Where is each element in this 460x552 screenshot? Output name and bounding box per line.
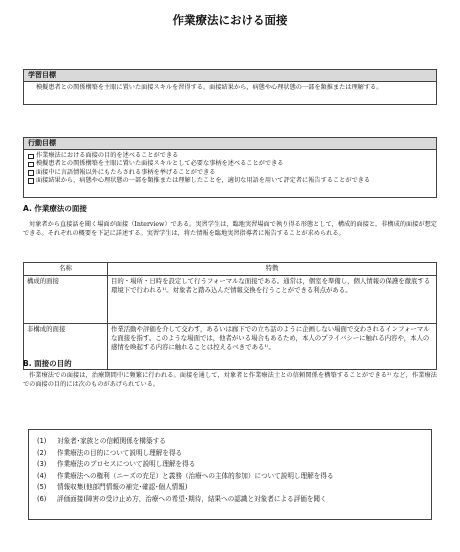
list-item-text: 作業療法への権利（ニーズの充足）と義務（治療への主体的参加）について説明し理解を得る: [57, 471, 334, 480]
interview-types-table: [23, 262, 437, 370]
list-number: (4): [37, 471, 47, 480]
checkbox-icon: [28, 170, 34, 176]
table-cell-name: 構成的面接: [24, 276, 108, 324]
list-item-text: 情報収集(他部門情報の補完･確認･個人情報): [57, 483, 188, 491]
list-item: [37, 494, 423, 506]
list-item: [37, 482, 423, 494]
action-goal-heading: 行動目標: [24, 138, 436, 150]
list-item-text: 対象者･家族との信頼関係を構築する: [57, 437, 166, 445]
learning-goal-heading: 学習目標: [24, 70, 436, 82]
section-b-paragraph: 作業療法での面接は，治療期間中に頻繁に行われる。面接を通して，対象者と作業療法士との信頼関係を構築することができる²⁾ など，作業療法での面接の目的には次のものがあげられている。: [23, 372, 437, 389]
section-a-paragraph: 対象者から直接話を聞く場面が面接（Interview）である。実習学生は，臨地実習場面で執り得る形態として，構成的面接と，非構成的面接が想定できる。それぞれの概要を下記に詳述する。実習学生は，将た情報を臨地実習指導者に報告することが求められる。: [23, 221, 437, 238]
list-number: (1): [37, 437, 47, 445]
purpose-list-box: [28, 429, 432, 520]
learning-goal-text: 模擬患者との関係構築を主眼に置いた面接スキルを習得する。面接結果から，病態や心理状態の一部を類推または理解する。: [36, 84, 383, 91]
list-number: (2): [37, 448, 47, 457]
action-goal-item: [28, 169, 432, 177]
learning-goal-box: [23, 69, 437, 105]
list-number: (5): [37, 483, 47, 491]
table-row: [24, 276, 437, 324]
action-goal-box: [23, 137, 437, 198]
list-item: [37, 471, 423, 483]
table-cell-desc: 目的・場所・日時を設定して行うフォーマルな面接である。通常は，個室を準備し，個人情報の保護を徹底する環境下で行われる¹⁾。対象者と踏み込んだ情報交換を行うことができる利点がある。: [108, 276, 437, 324]
checkbox-icon: [28, 154, 34, 160]
list-item: [37, 436, 423, 448]
page-title: 作業療法における面接: [172, 13, 288, 27]
column-header-name: 名称: [24, 263, 108, 276]
list-item-text: 評価面接(障害の受け止め方，治療への希望･期待，結果への認識と対象者による評価を聞く: [57, 494, 327, 503]
column-header-feature: 特徴: [108, 263, 437, 276]
list-item-text: 作業療法のプロセスについて説明し理解を得る: [57, 460, 196, 468]
action-goal-text: 面接結果から，病態や心理状態の一部を類推または理解したことを，適切な用語を用いて評定者に報告することができる: [36, 176, 371, 184]
action-goal-text: 作業療法における面接の目的を述べることができる: [36, 152, 179, 159]
table-cell-name: 非構成的面接: [24, 324, 108, 370]
action-goal-text: 面接中に言語情報以外にもたらされる事柄を挙げることができる: [36, 168, 216, 176]
purpose-list: [37, 436, 423, 505]
list-item-text: 作業療法の目的について説明し理解を得る: [57, 448, 183, 457]
section-a-heading: A. 作業療法の面接: [23, 204, 87, 213]
table-header-row: [24, 263, 437, 276]
checkbox-icon: [28, 178, 34, 184]
section-b-heading: B. 面接の目的: [23, 359, 72, 368]
list-item: [37, 459, 423, 471]
checkbox-icon: [28, 162, 34, 168]
action-goal-text: 模擬患者との関係構築を主眼に置いた面接スキルとして必要な事柄を述べることができる: [36, 160, 284, 168]
list-number: (3): [37, 460, 47, 468]
list-number: (6): [37, 494, 47, 503]
action-goal-item: [28, 177, 432, 185]
table-row: [24, 324, 437, 370]
list-item: [37, 448, 423, 460]
table-cell-desc: 作業活動や評価を介して交わす，あるいは廊下での立ち話のように企画しない場面で交わされるインフォーマルな面接を指す。このような場面では，他者がいる場合もあるため，本人のプライバシーに触れる内容や，本人の感情を喚起する内容に触れることは控えるべきである¹⁾。: [108, 324, 437, 370]
action-goal-item: [28, 160, 432, 168]
action-goal-list: [24, 150, 436, 187]
